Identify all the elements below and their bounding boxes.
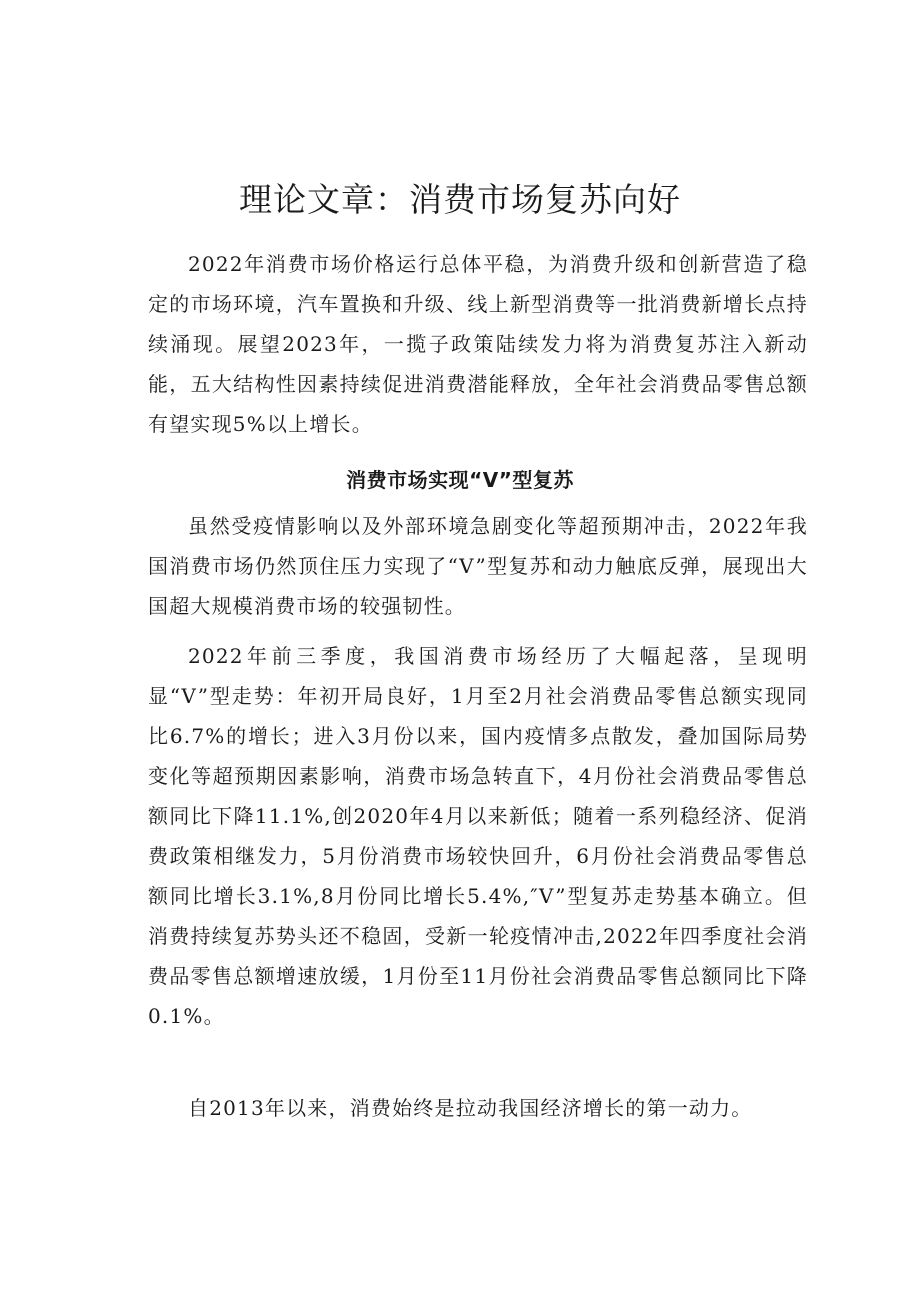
quarterly-trend-paragraph: 2022年前三季度，我国消费市场经历了大幅起落，呈现明显“V”型走势：年初开局良好，1月至2月社会消费品零售总额实现同比6.7%的增长；进入3月份以来，国内疫情多点散发，叠加国际局势变化等超预期因素影响，消费市场急转直下，4月份社会消费品零售总额同比下降11.1%,创2020年4月以来新低；随着一系列稳经济、促消费政策相继发力，5月份消费市场较快回升，6月份社会消费品零售总额同比增长3.1%,8月份同比增长5.4%,″V”型复苏走势基本确立。但消费持续复苏势头还不稳固，受新一轮疫情冲击,2022年四季度社会消费品零售总额增速放缓，1月份至11月份社会消费品零售总额同比下降0.1%。 xyxy=(148,644,808,1028)
document-title: 理论文章：消费市场复苏向好 xyxy=(239,180,681,220)
intro-paragraph: 2022年消费市场价格运行总体平稳，为消费升级和创新营造了稳定的市场环境，汽车置换和升级、线上新型消费等一批消费新增长点持续涌现。展望2023年，一揽子政策陆续发力将为消费复苏注入新动能，五大结构性因素持续促进消费潜能释放，全年社会消费品零售总额有望实现5%以上增长。 xyxy=(148,252,808,436)
since-2013-paragraph: 自2013年以来，消费始终是拉动我国经济增长的第一动力。 xyxy=(188,1096,753,1120)
section-heading: 消费市场实现“V”型复苏 xyxy=(346,468,574,492)
v-recovery-paragraph: 虽然受疫情影响以及外部环境急剧变化等超预期冲击，2022年我国消费市场仍然顶住压力实现了“V”型复苏和动力触底反弹，展现出大国超大规模消费市场的较强韧性。 xyxy=(148,514,808,618)
